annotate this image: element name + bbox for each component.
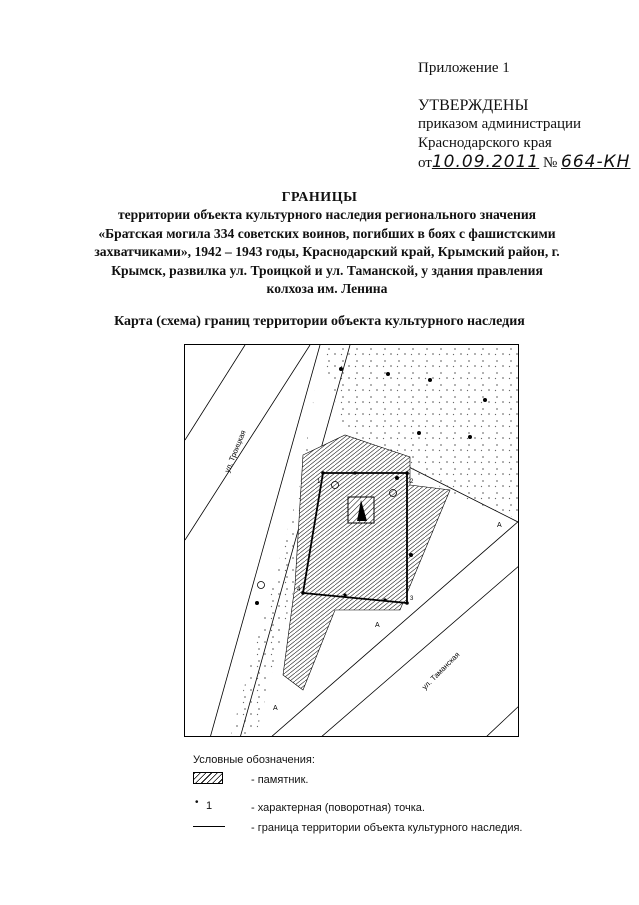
approved-by-line2: Краснодарского края [418, 135, 552, 151]
number-prefix: № [542, 155, 558, 171]
street-troitskaya-label: ул. Троицкая [222, 428, 248, 474]
point-label-1: 1 [317, 479, 321, 485]
legend-text: - памятник. [251, 774, 309, 786]
number-value: 664-КН [561, 152, 631, 172]
point-label-3: 3 [410, 596, 414, 602]
legend-point-number: 1 [206, 800, 213, 812]
legend-text: - граница территории объекта культурного наследия. [251, 822, 523, 834]
point-label-2: 2 [410, 479, 414, 485]
legend [193, 754, 523, 840]
marker-a-3: А [273, 705, 278, 712]
approval-block [418, 96, 630, 173]
date-prefix: от [418, 155, 432, 171]
legend-line-symbol [193, 826, 225, 827]
approved-by-line1: приказом администрации [418, 116, 582, 132]
legend-title: Условные обозначения: [193, 754, 315, 766]
point-label-4: 4 [297, 587, 301, 593]
appendix-label: Приложение 1 [418, 60, 510, 76]
date-value: 10.09.2011 [431, 152, 540, 172]
marker-a-1: А [497, 522, 502, 529]
marker-a-2: А [375, 622, 380, 629]
map-caption: Карта (схема) границ территории объекта культурного наследия [114, 314, 525, 329]
approved-title: УТВЕРЖДЕНЫ [418, 97, 529, 114]
date-number-line [418, 153, 630, 173]
legend-text: - характерная (поворотная) точка. [251, 802, 425, 814]
legend-item-monument [193, 772, 315, 792]
document-title: ГРАНИЦЫ [281, 190, 358, 205]
legend-item-point: • 1 - характерная (поворотная) точка. [195, 797, 425, 814]
legend-item-line [193, 820, 523, 840]
legend-hatch-swatch [193, 772, 223, 784]
boundary-map [184, 344, 519, 737]
document-subtitle: территории объекта культурного наследия регионального значения «Братская могила 334 советских воинов, погибших в боях с фашистскими захватчиками», 1942 – 1943 годы, Краснодарский край, Крымский район, г. Крымск, развилка ул. Троицкой и ул. Таманской, у здания правления колхоза им. Ленина [94, 207, 560, 296]
monument-icon [348, 497, 374, 523]
street-tamanskaya-label: ул. Таманская [420, 650, 462, 692]
